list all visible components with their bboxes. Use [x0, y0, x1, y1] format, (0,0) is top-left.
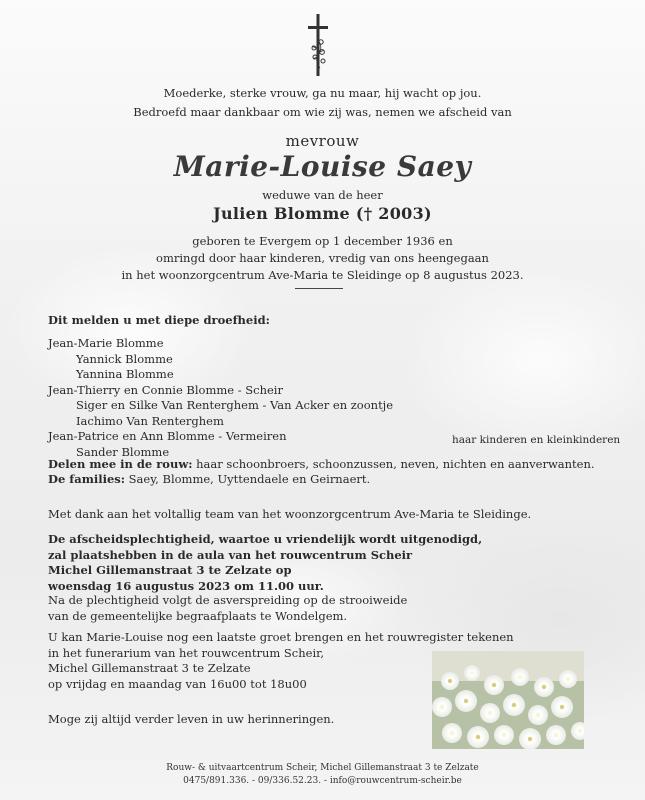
announcement-heading: Dit melden u met diepe droefheid:	[48, 313, 270, 327]
children-label: haar kinderen en kleinkinderen	[452, 434, 621, 446]
ceremony-details	[48, 532, 482, 594]
ceremony-line-2: zal plaatshebben in de aula van het rouwcentrum Scheir	[48, 547, 413, 562]
closing-text: Moge zij altijd verder leven in uw herinneringen.	[48, 712, 335, 726]
family-member: Jean-Patrice en Ann Blomme - Vermeiren	[48, 429, 287, 443]
visit-line-1: U kan Marie-Louise nog een laatste groet brengen en het rouwregister tekenen	[48, 630, 514, 644]
visit-line-2: in het funerarium van het rouwcentrum Scheir,	[48, 645, 325, 660]
quote-line-2: Bedroefd maar dankbaar om wie zij was, nemen we afscheid van	[133, 105, 512, 119]
footer-line-1: Rouw- & uitvaartcentrum Scheir, Michel Gillemanstraat 3 te Zelzate	[166, 763, 479, 773]
mourning-line	[48, 457, 595, 473]
family-member: Jean-Thierry en Connie Blomme - Scheir	[48, 382, 283, 397]
footer	[0, 762, 645, 788]
quote-line-1: Moederke, sterke vrouw, ga nu maar, hij wacht op jou.	[163, 86, 482, 100]
families-line	[48, 472, 370, 488]
family-member: Yannick Blomme	[76, 351, 173, 366]
ceremony-line-4: woensdag 16 augustus 2023 om 11.00 uur.	[48, 578, 324, 593]
birth-line-2: omringd door haar kinderen, vredig van ons heengegaan	[156, 251, 489, 265]
opening-quote	[0, 84, 645, 122]
honorific: mevrouw	[285, 132, 360, 150]
footer-line-2: 0475/891.336. - 09/336.52.23. - info@rouwcentrum-scheir.be	[183, 776, 462, 786]
mourning-label: Delen mee in de rouw:	[48, 457, 193, 471]
family-member: Sander Blomme	[76, 444, 170, 459]
family-member: Jean-Marie Blomme	[48, 336, 164, 350]
divider	[295, 288, 343, 289]
families-text: Saey, Blomme, Uyttendaele en Geirnaert.	[125, 472, 371, 486]
widow-of-label: weduwe van de heer	[262, 188, 383, 202]
families-label: De families:	[48, 472, 126, 486]
white-flowers-photo	[432, 651, 584, 749]
scattering-details	[48, 593, 407, 624]
deceased-name: Marie-Louise Saey	[173, 150, 472, 183]
thanks-text: Met dank aan het voltallig team van het woonzorgcentrum Ave-Maria te Sleidinge.	[48, 507, 532, 521]
birth-death-details	[0, 233, 645, 284]
ceremony-line-1: De afscheidsplechtigheid, waartoe u vriendelijk wordt uitgenodigd,	[48, 532, 483, 546]
scattering-line-2: van de gemeentelijke begraafplaats te Wondelgem.	[48, 608, 348, 623]
cross-with-flowers-icon	[305, 12, 331, 78]
visit-line-4: op vrijdag en maandag van 16u00 tot 18u00	[48, 676, 307, 691]
mourning-text: haar schoonbroers, schoonzussen, neven, nichten en aanverwanten.	[192, 457, 595, 471]
scattering-line-1: Na de plechtigheid volgt de asverspreiding op de strooiweide	[48, 593, 408, 607]
family-member: Yannina Blomme	[76, 367, 174, 381]
visit-line-3: Michel Gillemanstraat 3 te Zelzate	[48, 661, 251, 675]
family-member: Iachimo Van Renterghem	[76, 413, 224, 428]
ceremony-line-3: Michel Gillemanstraat 3 te Zelzate op	[48, 563, 292, 577]
birth-line-1: geboren te Evergem op 1 december 1936 en	[192, 234, 453, 248]
family-list	[48, 336, 393, 460]
husband-name: Julien Blomme († 2003)	[213, 204, 432, 223]
birth-line-3: in het woonzorgcentrum Ave-Maria te Sleidinge op 8 augustus 2023.	[121, 268, 524, 282]
family-member: Siger en Silke Van Renterghem - Van Acker en zoontje	[76, 398, 394, 412]
